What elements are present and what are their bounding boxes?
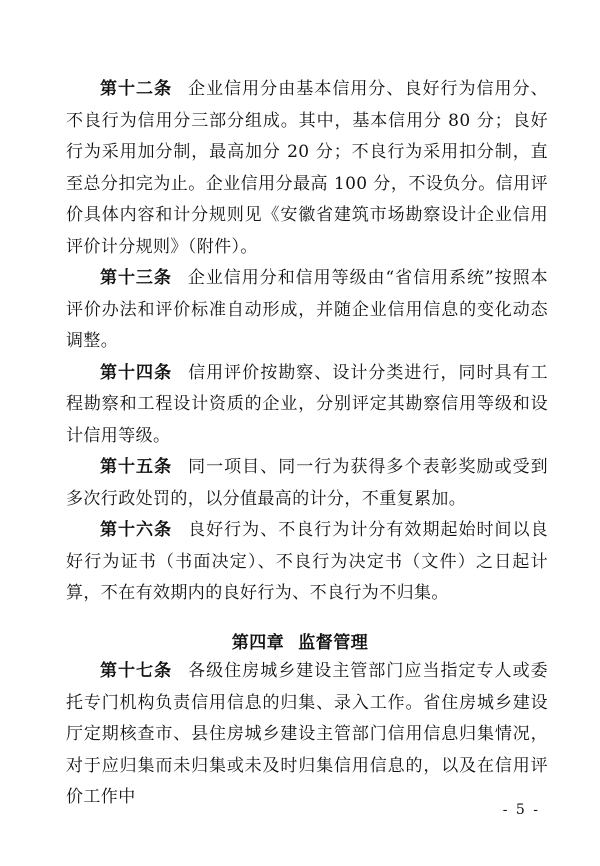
article-paragraph bbox=[66, 656, 548, 814]
articles-section-bottom bbox=[66, 656, 548, 814]
article-number: 第十四条 bbox=[100, 362, 173, 383]
chapter-number: 第四章 bbox=[231, 633, 285, 653]
article-text: 信用评价按勘察、设计分类进行，同时具有工程勘察和工程设计资质的企业，分别评定其勘察信用等级和设计信用等级。 bbox=[66, 362, 548, 446]
article-text: 企业信用分和信用等级由“省信用系统”按照本评价办法和评价标准自动形成，并随企业信用信息的变化动态调整。 bbox=[66, 268, 548, 351]
chapter-heading bbox=[0, 628, 600, 653]
page-number: - 5 - bbox=[502, 802, 540, 818]
article-number: 第十七条 bbox=[100, 661, 173, 681]
article-number: 第十二条 bbox=[100, 79, 173, 99]
article-paragraph bbox=[66, 263, 548, 358]
article-text: 同一项目、同一行为获得多个表彰奖励或受到多次行政处罚的，以分值最高的计分，不重复累加。 bbox=[66, 457, 548, 509]
article-text: 各级住房城乡建设主管部门应当指定专人或委托专门机构负责信用信息的归集、录入工作。省住房城乡建设厅定期核查市、县住房城乡建设主管部门信用信息归集情况，对于应归集而未归集或未及时归集信用信息的，以及在信用评价工作中 bbox=[66, 661, 548, 807]
article-number: 第十五条 bbox=[100, 457, 173, 477]
articles-section-top bbox=[66, 74, 548, 610]
chapter-title: 监督管理 bbox=[298, 633, 369, 653]
article-paragraph bbox=[66, 452, 548, 515]
article-text: 企业信用分由基本信用分、良好行为信用分、不良行为信用分三部分组成。其中，基本信用分 80 分；良好行为采用加分制，最高加分 20 分；不良行为采用扣分制，直至总分扣完为止。企业信用分最高 100 分，不设负分。信用评价具体内容和计分规则见《安徽省建筑市场勘察设计企业信用评价计分规则》（附件）。 bbox=[66, 79, 548, 257]
article-paragraph bbox=[66, 74, 548, 263]
article-number: 第十六条 bbox=[100, 520, 173, 540]
article-paragraph bbox=[66, 358, 548, 453]
article-text: 良好行为、不良行为计分有效期起始时间以良好行为证书（书面决定）、不良行为决定书（文件）之日起计算，不在有效期内的良好行为、不良行为不归集。 bbox=[66, 520, 548, 603]
article-number: 第十三条 bbox=[100, 268, 172, 288]
article-paragraph bbox=[66, 515, 548, 610]
